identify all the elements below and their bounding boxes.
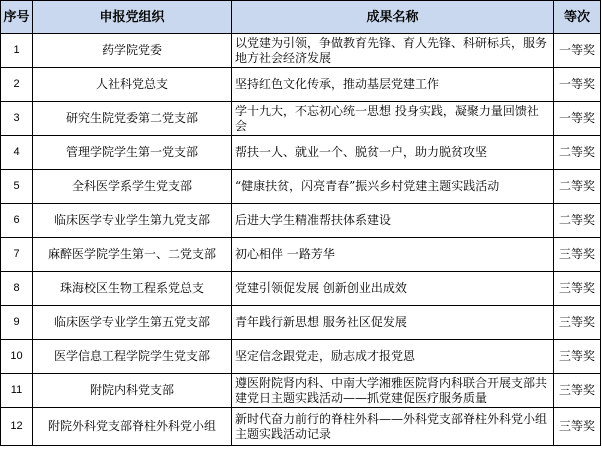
table-row <box>1 340 601 374</box>
row-result: 初心相伴 一路芳华 <box>232 238 554 272</box>
row-number: 9 <box>1 306 33 340</box>
row-award: 三等奖 <box>554 272 601 306</box>
row-number: 4 <box>1 136 33 170</box>
row-number: 8 <box>1 272 33 306</box>
table-row <box>1 68 601 102</box>
row-number: 11 <box>1 374 33 408</box>
row-award: 三等奖 <box>554 340 601 374</box>
row-result: 以党建为引领，争做教育先锋、育人先锋、科研标兵，服务地方社会经济发展 <box>232 34 554 68</box>
row-organization: 药学院党委 <box>33 34 232 68</box>
row-organization: 临床医学专业学生第九党支部 <box>33 204 232 238</box>
row-result: 帮扶一人、就业一个、脱贫一户，助力脱贫攻坚 <box>232 136 554 170</box>
row-organization: 医学信息工程学院学生党支部 <box>33 340 232 374</box>
table-row <box>1 136 601 170</box>
row-result: 新时代奋力前行的脊柱外科——外科党支部脊柱外科党小组主题实践活动记录 <box>232 408 554 446</box>
row-award: 三等奖 <box>554 306 601 340</box>
row-number: 5 <box>1 170 33 204</box>
row-result: 遵医附院肾内科、中南大学湘雅医院肾内科联合开展支部共建党日主题实践活动——抓党建促医疗服务质量 <box>232 374 554 408</box>
row-number: 3 <box>1 102 33 136</box>
row-number: 10 <box>1 340 33 374</box>
row-award: 二等奖 <box>554 170 601 204</box>
header-row <box>1 1 601 34</box>
row-organization: 附院内科党支部 <box>33 374 232 408</box>
header-award-level: 等次 <box>554 1 601 34</box>
row-result: 学十九大，不忘初心统一思想 投身实践，凝聚力量回馈社会 <box>232 102 554 136</box>
header-organization: 申报党组织 <box>33 1 232 34</box>
row-number: 12 <box>1 408 33 446</box>
row-organization: 附院外科党支部脊柱外科党小组 <box>33 408 232 446</box>
row-result: 坚持红色文化传承，推动基层党建工作 <box>232 68 554 102</box>
row-number: 1 <box>1 34 33 68</box>
row-award: 二等奖 <box>554 204 601 238</box>
row-organization: 全科医学系学生党支部 <box>33 170 232 204</box>
table-row <box>1 102 601 136</box>
row-organization: 珠海校区生物工程系党总支 <box>33 272 232 306</box>
row-organization: 麻醉医学院学生第一、二党支部 <box>33 238 232 272</box>
table-row <box>1 170 601 204</box>
row-organization: 研究生院党委第二党支部 <box>33 102 232 136</box>
row-award: 一等奖 <box>554 34 601 68</box>
table-row <box>1 34 601 68</box>
table-row <box>1 238 601 272</box>
row-award: 一等奖 <box>554 68 601 102</box>
row-number: 7 <box>1 238 33 272</box>
header-serial: 序号 <box>1 1 33 34</box>
row-result: 后进大学生精准帮扶体系建设 <box>232 204 554 238</box>
row-award: 三等奖 <box>554 374 601 408</box>
table-row <box>1 408 601 446</box>
row-award: 二等奖 <box>554 136 601 170</box>
row-result: 青年践行新思想 服务社区促发展 <box>232 306 554 340</box>
table-row <box>1 306 601 340</box>
table-row <box>1 272 601 306</box>
row-award: 一等奖 <box>554 102 601 136</box>
table-row <box>1 374 601 408</box>
header-result-name: 成果名称 <box>232 1 554 34</box>
row-organization: 人社科党总支 <box>33 68 232 102</box>
row-organization: 管理学院学生第一党支部 <box>33 136 232 170</box>
row-result: 党建引领促发展 创新创业出成效 <box>232 272 554 306</box>
row-result: “健康扶贫，闪亮青春”振兴乡村党建主题实践活动 <box>232 170 554 204</box>
row-number: 2 <box>1 68 33 102</box>
row-award: 三等奖 <box>554 238 601 272</box>
row-number: 6 <box>1 204 33 238</box>
row-award: 三等奖 <box>554 408 601 446</box>
row-organization: 临床医学专业学生第五党支部 <box>33 306 232 340</box>
table-row <box>1 204 601 238</box>
row-result: 坚定信念跟党走，励志成才报党恩 <box>232 340 554 374</box>
